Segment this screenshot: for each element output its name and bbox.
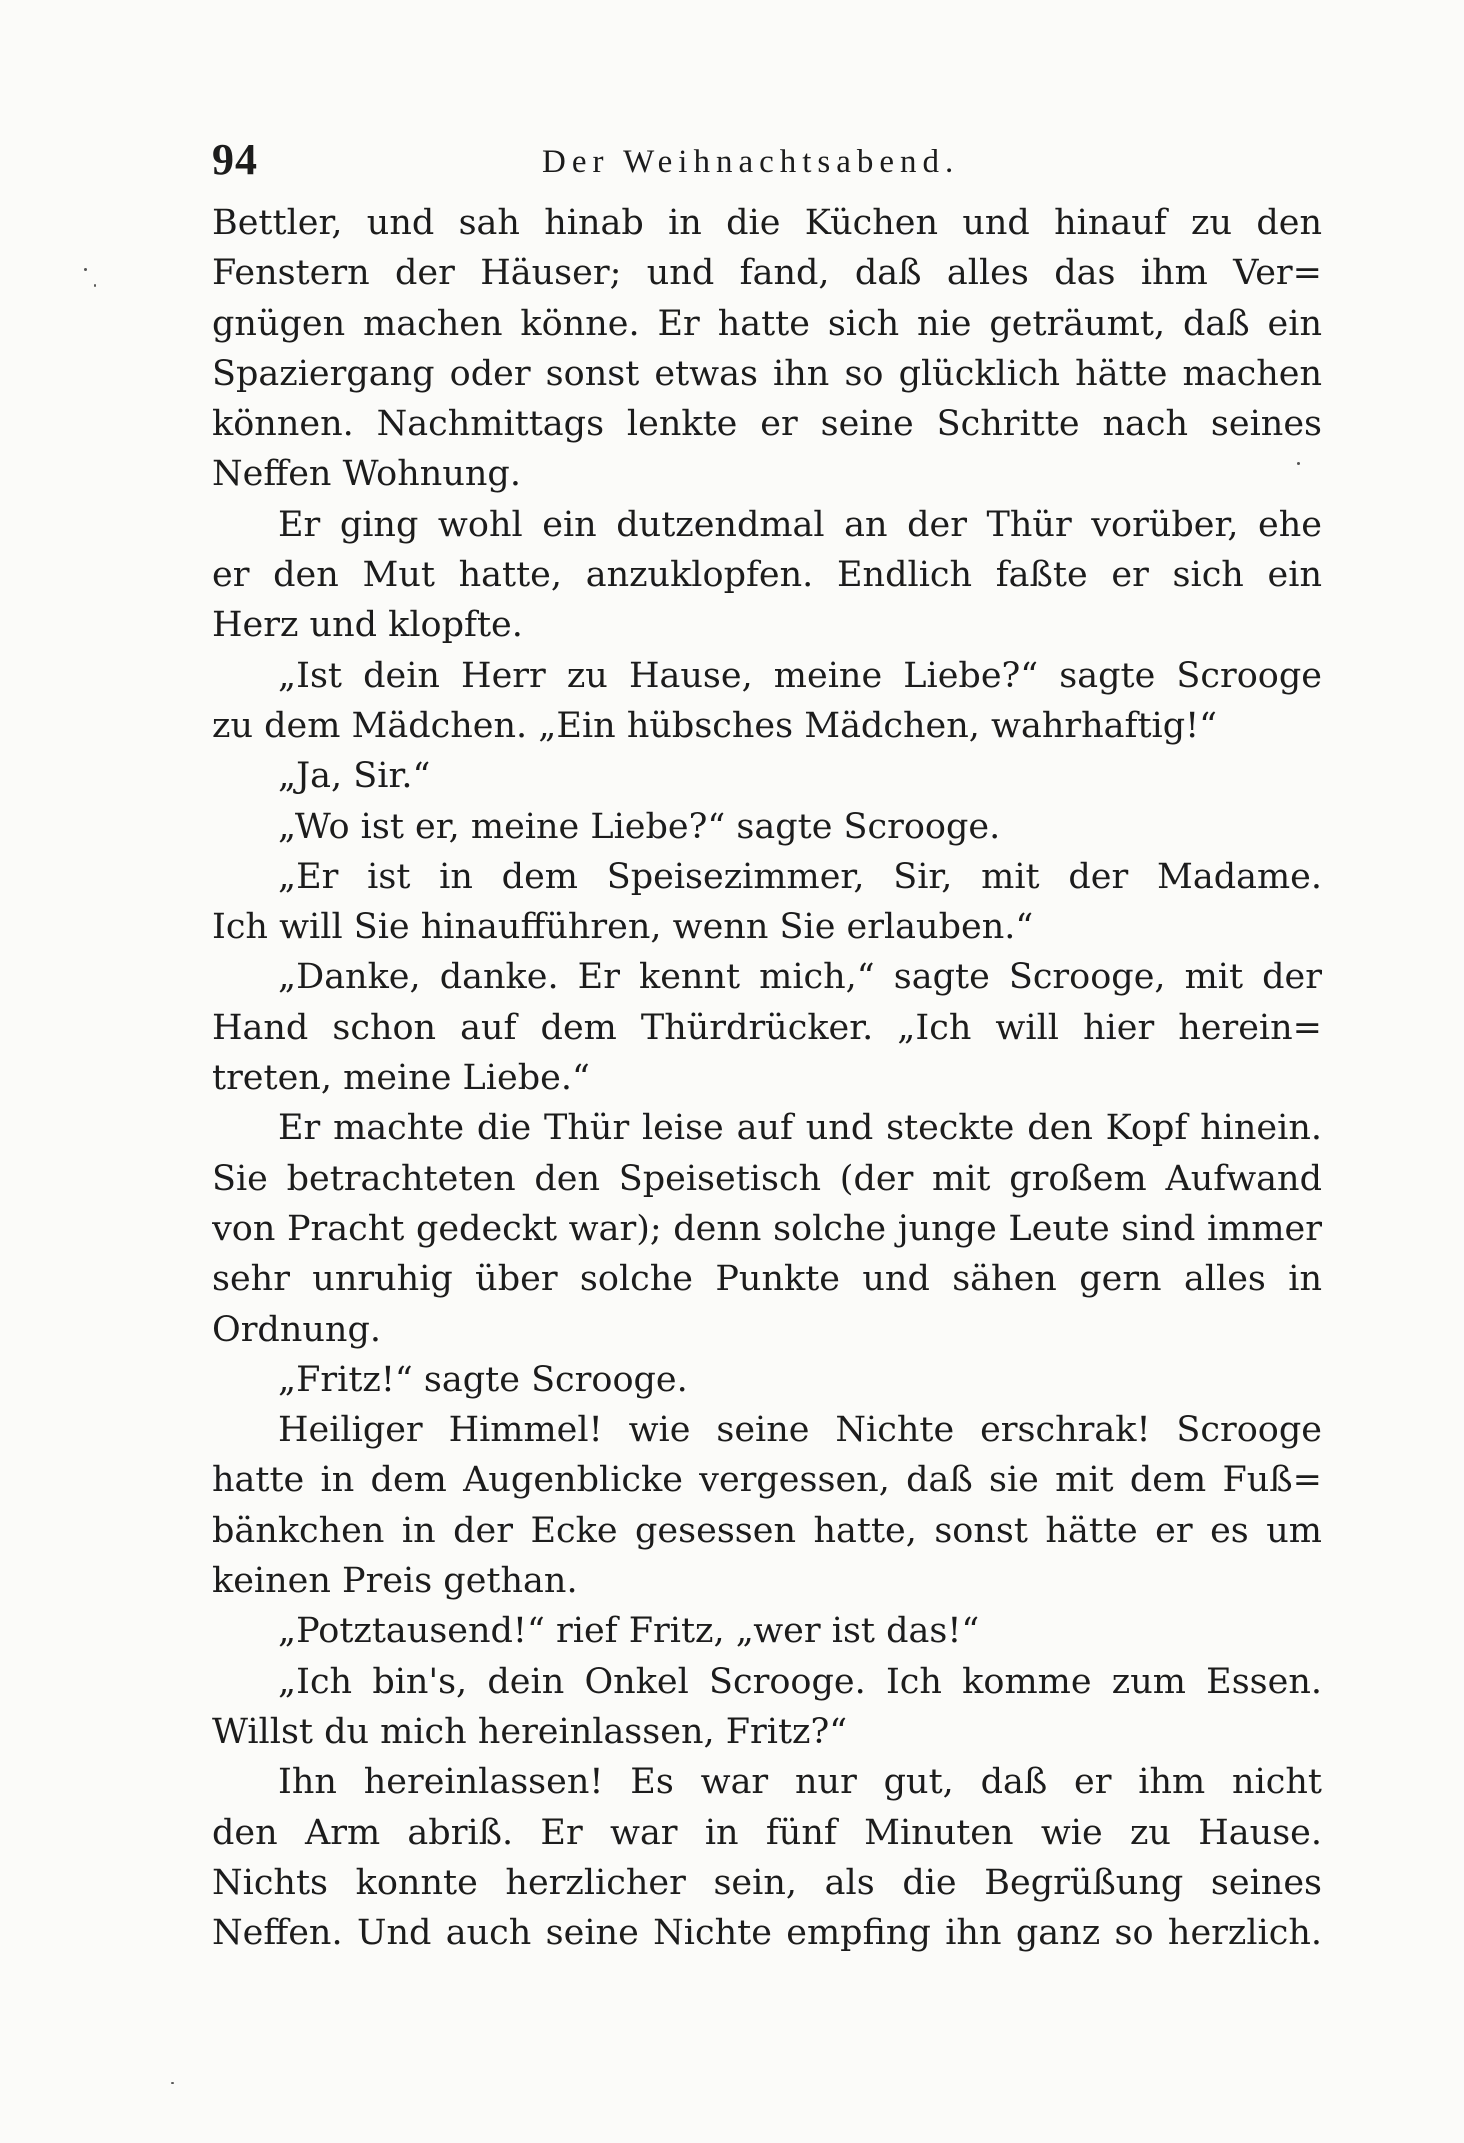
- text-line: „Danke, danke. Er kennt mich,“ sagte Scrooge, mit der: [278, 957, 1322, 998]
- text-line: keinen Preis gethan.: [212, 1561, 578, 1602]
- text-line: treten, meine Liebe.“: [212, 1058, 590, 1099]
- scan-speck: [1297, 462, 1300, 465]
- text-line: Er machte die Thür leise auf und steckte den Kopf hinein.: [278, 1108, 1322, 1149]
- text-line: Sie betrachteten den Speisetisch (der mit großem Aufwand: [212, 1158, 1322, 1199]
- scan-speck: [171, 2082, 174, 2084]
- text-line: Nichts konnte herzlicher sein, als die Begrüßung seines: [212, 1862, 1322, 1903]
- text-line: Spaziergang oder sonst etwas ihn so glücklich hätte machen: [212, 353, 1322, 394]
- text-line: sehr unruhig über solche Punkte und sähen gern alles in: [212, 1259, 1322, 1300]
- text-line: er den Mut hatte, anzuklopfen. Endlich faßte er sich ein: [212, 555, 1322, 596]
- text-line: Ordnung.: [212, 1309, 381, 1350]
- text-line: Ich will Sie hinaufführen, wenn Sie erlauben.“: [212, 907, 1034, 948]
- text-line: „Potztausend!“ rief Fritz, „wer ist das!“: [278, 1611, 980, 1652]
- text-line: Willst du mich hereinlassen, Fritz?“: [212, 1711, 848, 1752]
- text-line: „Er ist in dem Speisezimmer, Sir, mit der Madame.: [278, 856, 1322, 897]
- text-line: Bettler, und sah hinab in die Küchen und hinauf zu den: [212, 203, 1322, 243]
- text-line: Herz und klopfte.: [212, 605, 523, 646]
- text-line: Neffen. Und auch seine Nichte empfing ihn ganz so herzlich.: [212, 1913, 1322, 1954]
- text-line: gnügen machen könne. Er hatte sich nie geträumt, daß ein: [212, 303, 1322, 344]
- scan-speck: [84, 268, 87, 271]
- text-line: bänkchen in der Ecke gesessen hatte, sonst hätte er es um: [212, 1510, 1322, 1551]
- text-line: Fenstern der Häuser; und fand, daß alles das ihm Ver=: [212, 253, 1322, 294]
- running-title: Der Weihnachtsabend.: [542, 144, 960, 180]
- text-line: von Pracht gedeckt war); denn solche junge Leute sind immer: [212, 1208, 1322, 1249]
- text-line: Ihn hereinlassen! Es war nur gut, daß er ihm nicht: [278, 1762, 1322, 1803]
- text-line: zu dem Mädchen. „Ein hübsches Mädchen, wahrhaftig!“: [212, 705, 1218, 746]
- text-line: „Ja, Sir.“: [278, 756, 431, 797]
- text-line: den Arm abriß. Er war in fünf Minuten wie zu Hause.: [212, 1812, 1322, 1853]
- page-header: [212, 130, 1322, 190]
- text-line: Er ging wohl ein dutzendmal an der Thür vorüber, ehe: [278, 504, 1322, 545]
- text-line: „Ich bin's, dein Onkel Scrooge. Ich komme zum Essen.: [278, 1661, 1322, 1702]
- text-line: „Wo ist er, meine Liebe?“ sagte Scrooge.: [278, 806, 1001, 847]
- body-text: [212, 198, 1322, 1958]
- page-number: 94: [212, 135, 258, 184]
- text-line: „Fritz!“ sagte Scrooge.: [278, 1359, 688, 1400]
- text-line: können. Nachmittags lenkte er seine Schritte nach seines: [212, 404, 1322, 445]
- text-line: Neffen Wohnung.: [212, 454, 521, 495]
- text-line: Heiliger Himmel! wie seine Nichte erschrak! Scrooge: [278, 1410, 1322, 1451]
- text-line: hatte in dem Augenblicke vergessen, daß sie mit dem Fuß=: [212, 1460, 1322, 1501]
- scan-speck: [94, 284, 96, 287]
- text-line: „Ist dein Herr zu Hause, meine Liebe?“ sagte Scrooge: [278, 655, 1322, 696]
- text-line: Hand schon auf dem Thürdrücker. „Ich will hier herein=: [212, 1007, 1322, 1048]
